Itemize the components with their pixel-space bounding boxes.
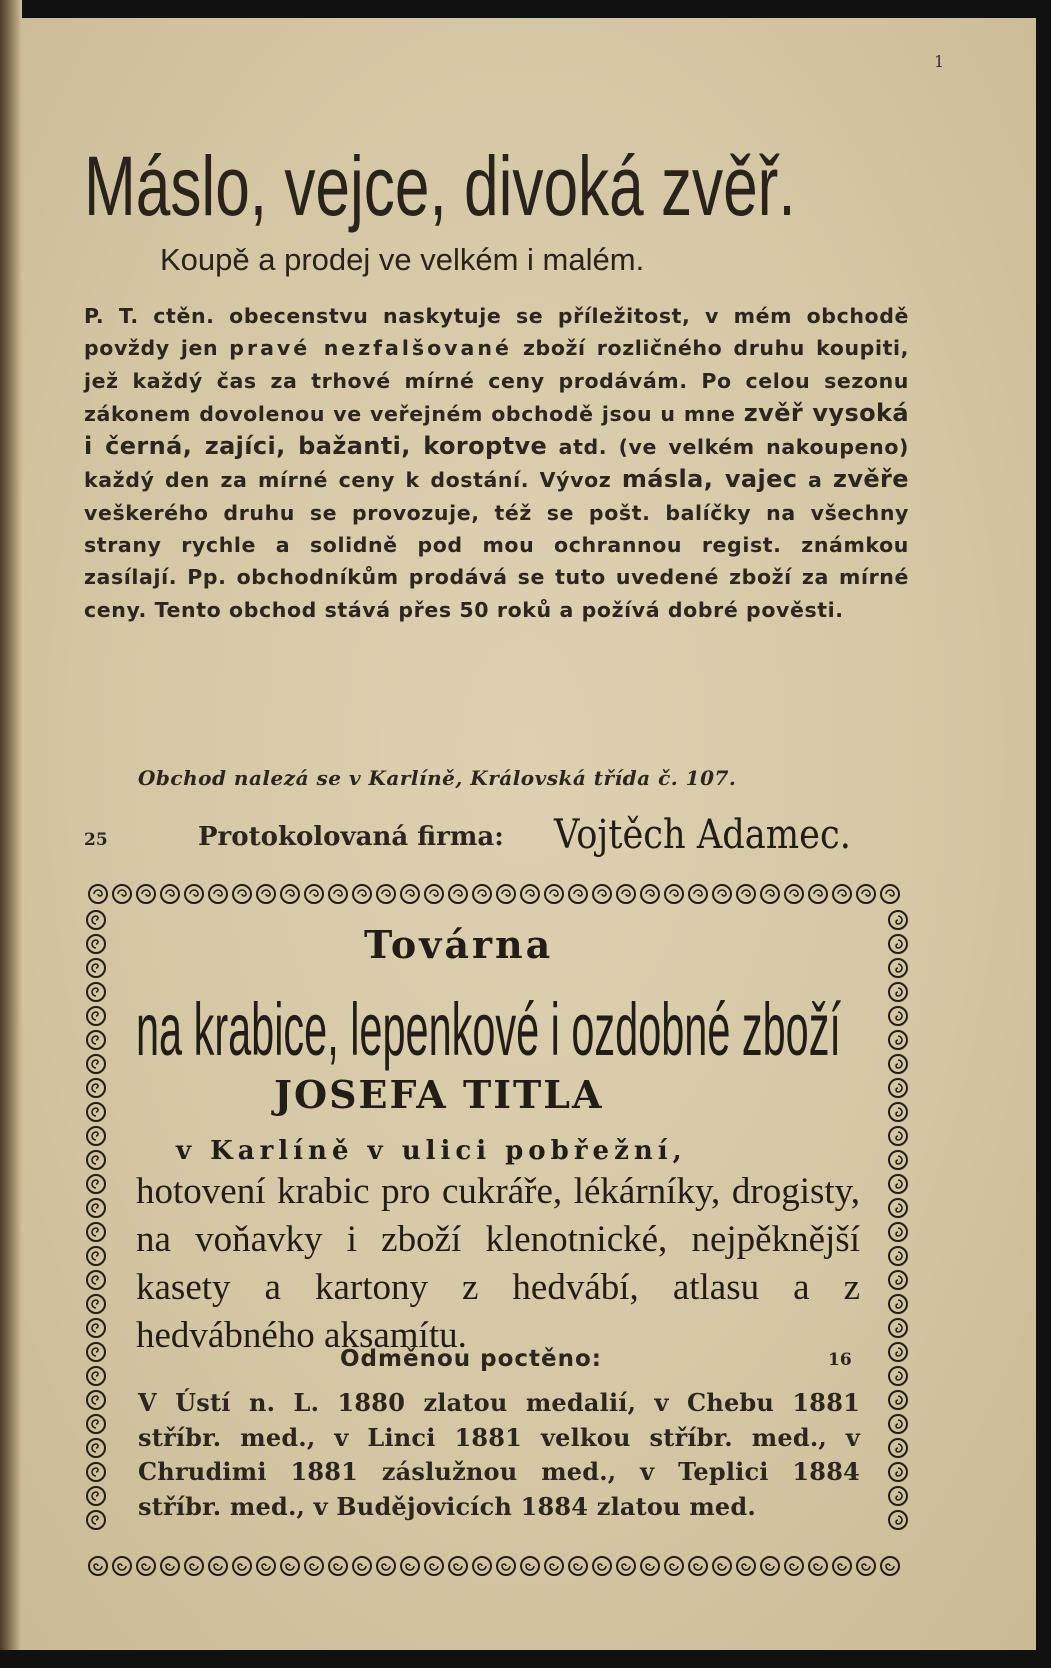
ad1-address: Obchod nalezá se v Karlíně, Královská třída č. 107. bbox=[138, 766, 737, 790]
ad2-subtitle: na krabice, lepenkové i ozdobné zboží bbox=[136, 988, 841, 1071]
ad1-body-segment: atd. (ve velkém nakoupeno) každý den za mírné ceny k dostání. Vývoz bbox=[84, 435, 909, 493]
ad2-location: v Karlíně v ulici pobřežní, bbox=[176, 1136, 687, 1166]
scan-edge-right bbox=[1036, 0, 1051, 1668]
scan-edge-bottom bbox=[0, 1650, 1051, 1668]
ad1-number: 25 bbox=[84, 830, 108, 850]
scan-edge-top bbox=[0, 0, 1051, 18]
ad2-awards: V Ústí n. L. 1880 zlatou medalií, v Chebu 1881 stříbr. med., v Linci 1881 velkou stříbr. med., v Chrudimi 1881 záslužnou med., v Teplici 1884 stříbr. med., v Budějovicích 1884 zlatou med. bbox=[138, 1388, 860, 1521]
ad1-subtitle: Koupě a prodej ve velkém i malém. bbox=[160, 242, 645, 277]
ad1-firm-label: Protokolovaná firma: bbox=[198, 822, 504, 852]
ad1-body-text bbox=[84, 300, 909, 626]
book-spine-edge bbox=[0, 0, 22, 1668]
ad2-number: 16 bbox=[828, 1350, 852, 1370]
ad1-body-segment: veškerého druhu se provozuje, též se pošt. balíčky na všechny strany rychle a solidně pod mou ochrannou regist. známkou zasílají. Pp. obchodníkům prodává se tuto uvedené zboží za mírné ceny. Tento obchod stává přes 50 roků a požívá dobré pověsti. bbox=[84, 500, 909, 622]
ad2-description: hotovení krabic pro cukráře, lékárníky, drogisty, na voňavky i zboží klenotnické, nejpěknější kasety a kartony z hedvábí, atlasu a z hedvábného aksamítu. bbox=[136, 1171, 860, 1356]
ad2-owner: JOSEFA TITLA bbox=[274, 1072, 604, 1117]
page-number: 1 bbox=[934, 52, 945, 71]
ad1-firm-row bbox=[84, 812, 904, 862]
ad1-body-segment: másla, vajec bbox=[621, 465, 798, 494]
ad1-firm-name: Vojtěch Adamec. bbox=[554, 812, 851, 858]
ad1-body-segment: zboží rozličného druhu koupiti, jež každý čas za trhové mírné ceny prodávám. Po celou sezonu zákonem dovolenou ve veřejném obchodě jsou u mne bbox=[84, 336, 909, 426]
ad2-title: Továrna bbox=[364, 922, 554, 967]
ad1-body-segment: zvěř vysoká i černá, zajíci, bažanti, koroptve bbox=[84, 398, 909, 461]
ad2-awards-heading: Odměnou poctěno: bbox=[340, 1346, 603, 1372]
ad1-body-segment: P. T. ctěn. obecenstvu naskytuje se příležitost, v mém obchodě povždy jen bbox=[84, 304, 909, 361]
ad1-title: Máslo, vejce, divoká zvěř. bbox=[84, 139, 796, 233]
ad1-body-segment: a bbox=[797, 468, 833, 493]
ad1-body-segment: pravé nezfalšované bbox=[229, 336, 512, 361]
ad1-body-segment: zvěře bbox=[832, 465, 909, 494]
